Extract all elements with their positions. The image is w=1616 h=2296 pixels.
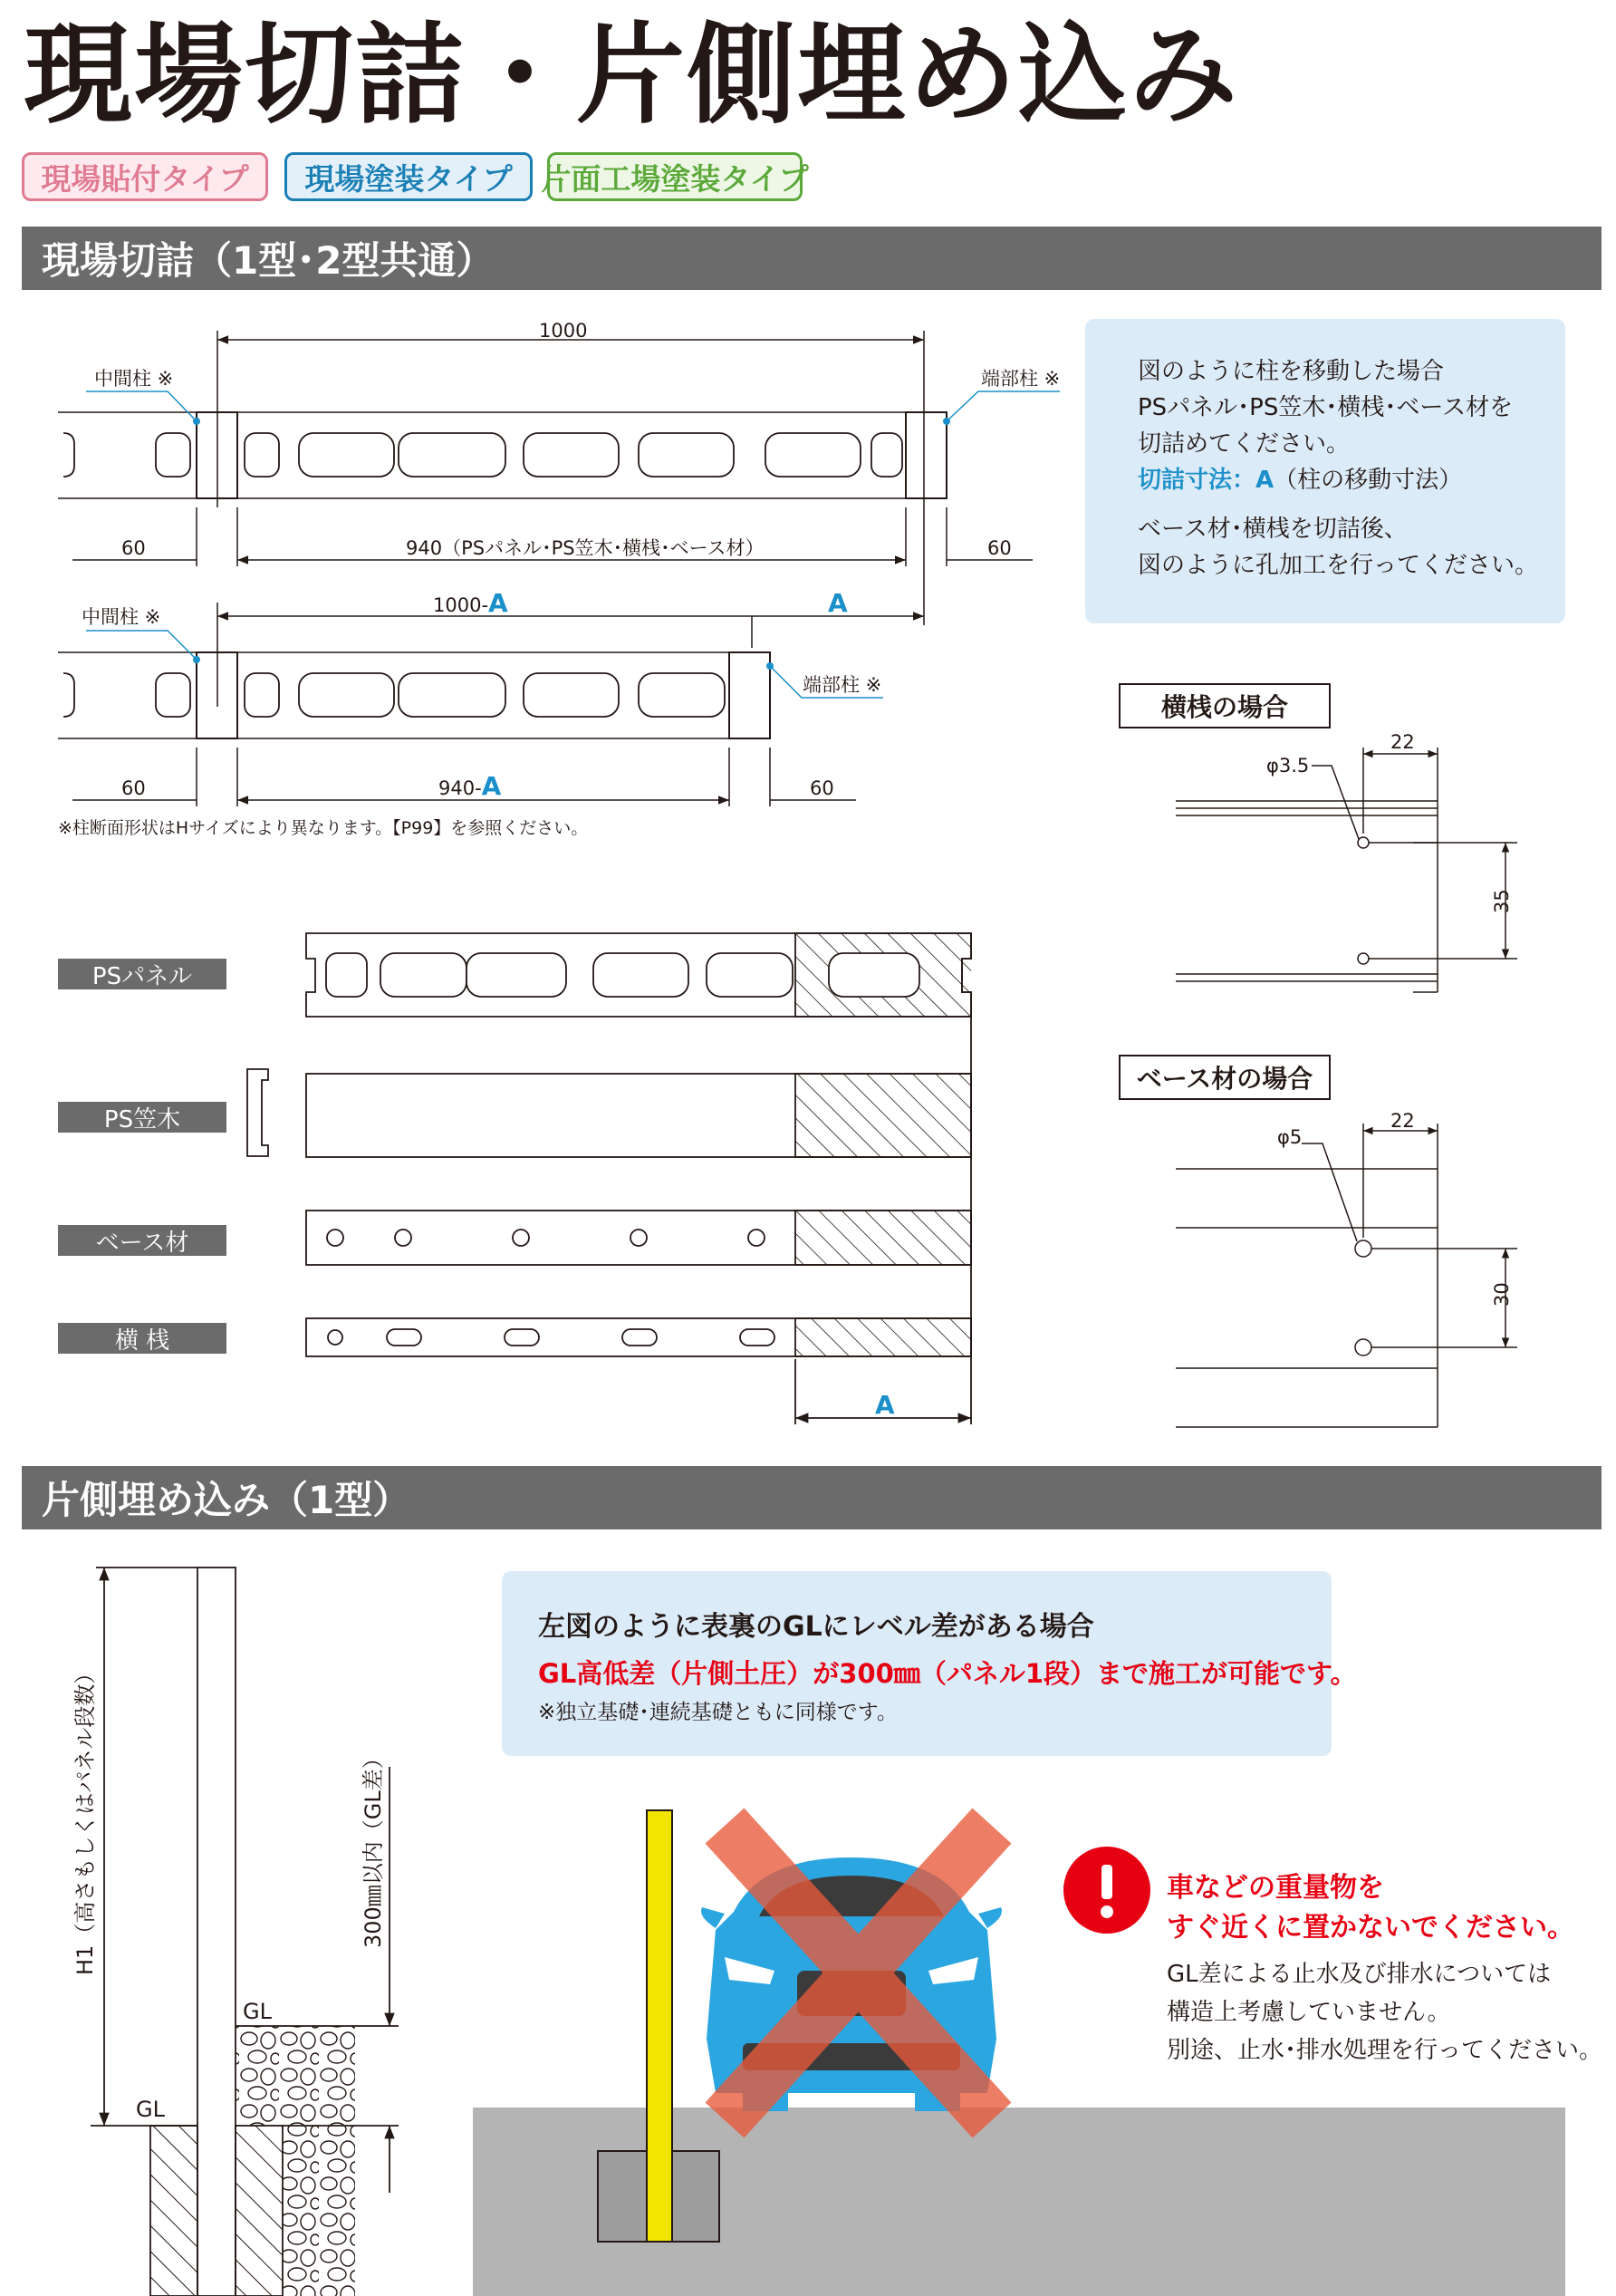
label-end-post: 端部柱 ※ [981,368,1061,390]
dim-a-label-2: A [481,771,502,801]
hole-5: φ5 [1277,1126,1303,1148]
embedding-info-box [502,1571,1357,1756]
label-mid-post: 中間柱 ※ [94,368,174,390]
info-line: 切詰めてください。 [1138,430,1351,458]
dim-22-yokosan: 22 [1390,734,1415,753]
cutting-info-box [1085,319,1565,623]
cut-dimension-label: 切詰寸法：A [1138,467,1275,494]
label-gl-upper: GL [243,1999,272,2024]
hole-3-5: φ3.5 [1266,755,1310,777]
label-gl-lower: GL [136,2097,165,2122]
hole-detail-diagrams [1069,734,1612,1441]
info-line: PSパネル･PS笠木･横桟･ベース材を [1138,394,1514,421]
tag-genba-haritsuke: 現場貼付タイプ [22,152,268,201]
dim-940-a [438,771,502,801]
embedding-info-note: ※独立基礎･連続基礎ともに同様です。 [538,1701,898,1724]
label-yokosan-case: 横桟の場合 [1119,683,1331,728]
dim-940: 940（PSパネル･PS笠木･横桟･ベース材） [406,537,765,559]
parts-cut-diagram [0,915,1069,1450]
dim-a: A [828,588,848,618]
dim-30: 30 [1491,1282,1513,1307]
dim-a-label: A [488,588,508,618]
tag-genba-tosou: 現場塗装タイプ [284,152,533,201]
info-line: 図のように柱を移動した場合 [1138,358,1445,385]
dim-940-prefix: 940- [438,777,482,799]
label-end-post-2: 端部柱 ※ [803,674,882,696]
dim-60-left: 60 [121,537,146,559]
label-ps-panel: PSパネル [58,959,226,989]
embedding-info-highlight: GL高低差（片側土圧）が300㎜（パネル1段）まで施工が可能です。 [538,1658,1357,1689]
warning-text [1167,1868,1602,2069]
label-ps-kasagi: PS笠木 [58,1102,226,1133]
section-note: ※柱断面形状はHサイズにより異なります。【P99】を参照ください。 [58,818,589,838]
warning-body-1: GL差による止水及び排水については [1167,1961,1552,1988]
label-base-case: ベース材の場合 [1119,1055,1331,1100]
warning-title-2: すぐ近くに置かないでください。 [1167,1912,1574,1944]
post-icon [647,1810,672,2242]
tag-katamen-koujou-tosou: 片面工場塗装タイプ [547,152,803,201]
embedding-info-heading: 左図のように表裏のGLにレベル差がある場合 [538,1611,1094,1643]
dim-60-left-2: 60 [121,777,146,799]
label-h1: H1（高さもしくはパネル段数） [72,1662,98,1975]
label-mid-post-2: 中間柱 ※ [82,606,161,628]
page-title: 現場切詰・片側埋め込み [24,13,1239,139]
cut-dimension-note: （柱の移動寸法） [1274,467,1463,494]
section-heading-cutting: 現場切詰（1型･2型共通） [22,227,1602,290]
warning-body-2: 構造上考慮していません。 [1167,1999,1451,2026]
label-gl-diff: 300㎜以内（GL差） [361,1747,386,1948]
cut-dimension-line [1138,462,1565,498]
dim-1000: 1000 [539,320,588,342]
cutting-plan-diagram [0,308,1069,852]
dim-60-right-2: 60 [810,777,834,799]
info-line: ベース材･横桟を切詰後、 [1138,516,1408,543]
info-line: 図のように孔加工を行ってください。 [1138,552,1539,579]
warning-title-1: 車などの重量物を [1167,1872,1384,1904]
dim-35: 35 [1491,889,1513,913]
dim-22-base: 22 [1390,1110,1415,1132]
dim-60-right: 60 [987,537,1012,559]
embedding-section-diagram [0,1558,489,2296]
label-base: ベース材 [58,1225,226,1256]
dim-1000-a [433,588,508,618]
dim-1000-prefix: 1000- [433,594,489,616]
parts-dim-a: A [875,1390,895,1420]
label-yokosan: 横 桟 [58,1323,226,1354]
section-heading-embedding: 片側埋め込み（1型） [22,1466,1602,1529]
warning-body-3: 別途、止水･排水処理を行ってください。 [1167,2037,1603,2064]
